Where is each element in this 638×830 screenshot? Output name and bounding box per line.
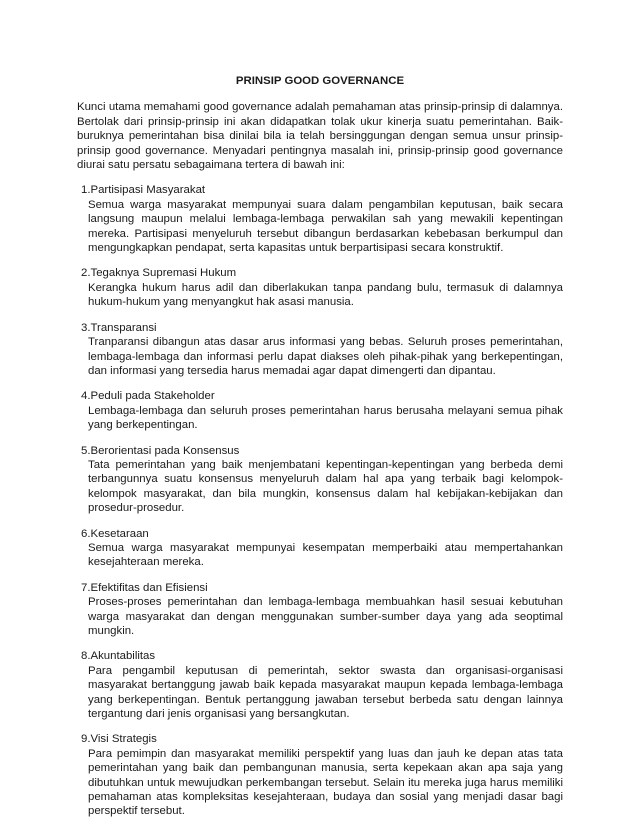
principle-body: Semua warga masyarakat mempunyai suara dalam pengambilan keputusan, baik secara langsung maupun melalui lembaga-lembaga perwakilan sah yang mewakili kepentingan mereka. Partisipasi menyeluruh tersebut dibangun berdasarkan kebebasan berkumpul dan mengungkapkan pendapat, serta kapasitas untuk berpartisipasi secara konstruktif.: [88, 198, 563, 255]
principle-item: [77, 266, 563, 309]
principle-title: Berorientasi pada Konsensus: [90, 444, 240, 457]
principle-item: [77, 581, 563, 639]
document-page: [77, 74, 563, 830]
principle-title: Akuntabilitas: [90, 650, 156, 663]
principle-item: [77, 444, 563, 516]
principle-heading: [77, 527, 563, 541]
principle-body: Lembaga-lembaga dan seluruh proses pemerintahan harus berusaha melayani semua pihak yang berkepentingan.: [88, 404, 563, 432]
principle-title: Efektifitas dan Efisiensi: [90, 581, 208, 594]
principle-heading: [77, 444, 563, 458]
principle-item: [77, 183, 563, 255]
principle-body: Para pemimpin dan masyarakat memiliki perspektif yang luas dan jauh ke depan atas tata pemerintahan yang baik dan pembangunan manusia, serta kepekaan akan apa saja yang dibutuhkan untuk mewujudkan perkembangan tersebut. Selain itu mereka juga harus memiliki pemahaman atas kompleksitas kesejahteraan, budaya dan sosial yang menjadi dasar bagi perspektif tersebut.: [88, 747, 563, 818]
principle-body: Tranparansi dibangun atas dasar arus informasi yang bebas. Seluruh proses pemerintahan, lembaga-lembaga dan informasi perlu dapat diakses oleh pihak-pihak yang berkepentingan, dan informasi yang tersedia harus memadai agar dapat dimengerti dan dipantau.: [88, 336, 563, 377]
principle-body: Tata pemerintahan yang baik menjembatani kepentingan-kepentingan yang berbeda demi terbangunnya suatu konsensus menyeluruh dalam hal apa yang terbaik bagi kelompok-kelompok masyarakat, dan bila mungkin, konsensus dalam hal kebijakan-kebijakan dan prosedur-prosedur.: [88, 458, 563, 515]
principle-heading: [77, 266, 563, 280]
principle-number: 2.: [81, 267, 91, 280]
principle-title: Visi Strategis: [90, 733, 157, 746]
principle-body: Proses-proses pemerintahan dan lembaga-lembaga membuahkan hasil sesuai kebutuhan warga masyarakat dan dengan menggunakan sumber-sumber daya yang ada seoptimal mungkin.: [88, 596, 563, 637]
principle-number: 7.: [81, 581, 91, 594]
principle-number: 1.: [81, 184, 91, 197]
principle-title: Kesetaraan: [90, 527, 149, 540]
principle-number: 3.: [81, 321, 91, 334]
principle-item: [77, 527, 563, 570]
principle-heading: [77, 389, 563, 403]
principle-number: 5.: [81, 444, 91, 457]
principle-item: [77, 389, 563, 432]
principle-heading: [77, 732, 563, 746]
principle-item: [77, 649, 563, 721]
principle-number: 6.: [81, 527, 91, 540]
intro-paragraph: Kunci utama memahami good governance adalah pemahaman atas prinsip-prinsip di dalamnya. Bertolak dari prinsip-prinsip ini akan didapatkan tolak ukur kinerja suatu pemerintahan. Baik-buruknya pemerintahan bisa dinilai bila ia telah bersinggungan dengan semua unsur prinsip-prinsip good governance. Menyadari pentingnya masalah ini, prinsip-prinsip good governance diurai satu persatu sebagaimana tertera di bawah ini:: [77, 101, 563, 172]
principle-title: Peduli pada Stakeholder: [90, 390, 215, 403]
principle-item: [77, 321, 563, 379]
principle-heading: [77, 321, 563, 335]
principle-number: 8.: [81, 650, 91, 663]
principle-heading: [77, 183, 563, 197]
principle-number: 9.: [81, 733, 91, 746]
principle-body: Kerangka hukum harus adil dan diberlakukan tanpa pandang bulu, termasuk di dalamnya hukum-hukum yang menyangkut hak asasi manusia.: [88, 281, 563, 309]
principle-number: 4.: [81, 390, 91, 403]
principle-body: Semua warga masyarakat mempunyai kesempatan memperbaiki atau mempertahankan kesejahteraan mereka.: [88, 541, 563, 569]
principle-title: Partisipasi Masyarakat: [90, 184, 206, 197]
principle-heading: [77, 581, 563, 595]
principle-heading: [77, 649, 563, 663]
document-title: PRINSIP GOOD GOVERNANCE: [235, 75, 405, 87]
principle-item: [77, 732, 563, 818]
principle-body: Para pengambil keputusan di pemerintah, sektor swasta dan organisasi-organisasi masyarakat bertanggung jawab baik kepada masyarakat maupun kepada lembaga-lembaga yang berkepentingan. Bentuk pertanggung jawaban tersebut berbeda satu dengan lainnya tergantung dari jenis organisasi yang bersangkutan.: [88, 664, 563, 721]
principle-title: Tegaknya Supremasi Hukum: [90, 267, 237, 280]
principles-list: [77, 183, 563, 818]
principle-title: Transparansi: [90, 321, 157, 334]
